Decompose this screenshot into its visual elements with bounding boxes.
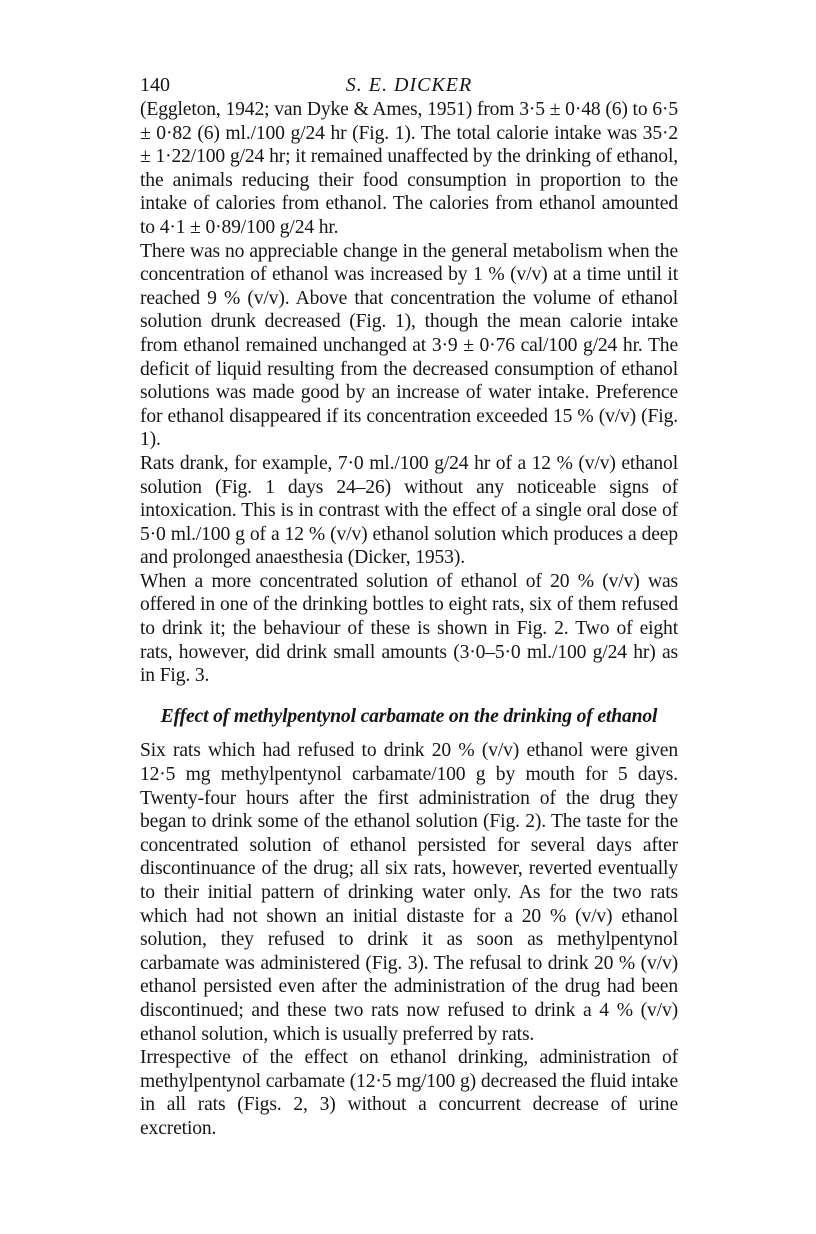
page-number: 140 [140,74,170,96]
paragraph-continuation: (Eggleton, 1942; van Dyke & Ames, 1951) from 3·5 ± 0·48 (6) to 6·5 ± 0·82 (6) ml./100 g/24 hr (Fig. 1). The total calorie intake was 35·2 ± 1·22/100 g/24 hr; it remained unaffected by the drinking of ethanol, the animals reducing their food consumption in proportion to the intake of calories from ethanol. The calories from ethanol amounted to 4·1 ± 0·89/100 g/24 hr. [140,99,678,238]
section-heading: Effect of methylpentynol carbamate on the drinking of ethanol [160,705,658,727]
paragraph-intoxication: Rats drank, for example, 7·0 ml./100 g/24 hr of a 12 % (v/v) ethanol solution (Fig. 1 days 24–26) without any noticeable signs of intoxication. This is in contrast with the effect of a single oral dose of 5·0 ml./100 g of a 12 % (v/v) ethanol solution which produces a deep and prolonged anaesthesia (Dicker, 1953). [140,452,678,569]
journal-page [140,72,678,1141]
paragraph-fluid-intake: Irrespective of the effect on ethanol drinking, administration of methylpentynol carbamate (12·5 mg/100 g) decreased the fluid intake in all rats (Figs. 2, 3) without a concurrent decrease of urine excretion. [140,1047,678,1139]
paragraph-metabolism: There was no appreciable change in the general metabolism when the concentration of ethanol was increased by 1 % (v/v) at a time until it reached 9 % (v/v). Above that concentration the volume of ethanol solution drunk decreased (Fig. 1), though the mean calorie intake from ethanol remained unchanged at 3·9 ± 0·76 cal/100 g/24 hr. The deficit of liquid resulting from the decreased consumption of ethanol solutions was made good by an increase of water intake. Preference for ethanol disappeared if its concentration exceeded 15 % (v/v) (Fig. 1). [140,240,678,451]
running-title: S. E. DICKER [345,74,473,96]
paragraph-concentrated-solution: When a more concentrated solution of ethanol of 20 % (v/v) was offered in one of the drinking bottles to eight rats, six of them refused to drink it; the behaviour of these is shown in Fig. 2. Two of eight rats, however, did drink small amounts (3·0–5·0 ml./100 g/24 hr) as in Fig. 3. [140,570,678,687]
running-head [140,72,678,98]
article-body [140,98,678,1141]
paragraph-methylpentynol-effect: Six rats which had refused to drink 20 % (v/v) ethanol were given 12·5 mg methylpentynol carbamate/100 g by mouth for 5 days. Twenty-four hours after the first administration of the drug they began to drink some of the ethanol solution (Fig. 2). The taste for the concentrated solution of ethanol persisted for several days after discontinuance of the drug; all six rats, however, reverted eventually to their initial pattern of drinking water only. As for the two rats which had not shown an initial distaste for a 20 % (v/v) ethanol solution, they refused to drink it as soon as methylpentynol carbamate was administered (Fig. 3). The refusal to drink 20 % (v/v) ethanol persisted even after the administration of the drug had been discontinued; and these two rats now refused to drink a 4 % (v/v) ethanol solution, which is usually preferred by rats. [140,740,678,1045]
